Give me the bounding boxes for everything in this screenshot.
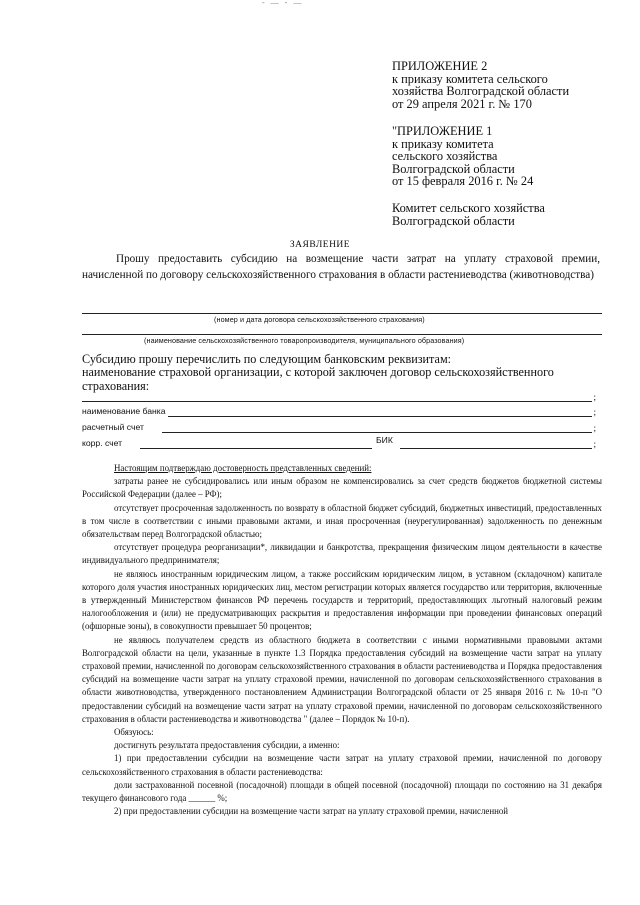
- body-paragraph: затраты ранее не субсидировались или иным образом не компенсировались за счет средств бюджетов бюджетной системы Российской Федерации (далее – РФ);: [82, 476, 602, 500]
- body-paragraph: достигнуть результата предоставления субсидии, а именно:: [114, 740, 340, 751]
- header-line: Волгоградской области: [392, 161, 515, 176]
- applicant-caption: (наименование сельскохозяйственного товаропроизводителя, муниципального образования): [144, 336, 465, 345]
- body-paragraph: доли застрахованной посевной (посадочной) площади в общей посевной (посадочной) площади по состоянию на 31 декабря текущего финансового года ______ %;: [82, 779, 602, 804]
- bank-name-line: [168, 416, 592, 417]
- semicolon: ;: [593, 392, 596, 402]
- insurer-line: [82, 401, 592, 402]
- bank-intro: Субсидию прошу перечислить по следующим банковским реквизитам:: [82, 352, 452, 366]
- semicolon: ;: [593, 423, 596, 433]
- body-paragraph: 2) при предоставлении субсидии на возмещение части затрат на уплату страховой премии, начисленной: [114, 806, 509, 817]
- header-line: от 29 апреля 2021 г. № 170: [392, 96, 532, 111]
- header-line: хозяйства Волгоградской области: [392, 84, 570, 99]
- bank-name-label: наименование банка: [82, 406, 166, 416]
- body-paragraph: отсутствует процедура реорганизации*, ликвидации и банкротства, прекращения физическим лицом деятельности в качестве индивидуального предпринимателя;: [82, 542, 602, 566]
- bik-line: [400, 448, 592, 449]
- bik-label: БИК: [376, 435, 393, 445]
- header-line: сельского хозяйства: [392, 149, 498, 164]
- account-label: расчетный счет: [82, 422, 144, 432]
- body-paragraph: не являюсь иностранным юридическим лицом, а также российским юридическим лицом, в уставном (складочном) капитале которого доля участия иностранных юридических лиц, местом регистрации которых является государство или территория, включенные в утвержденный Министерством финансов РФ перечень государств и территорий, предоставляющих льготный налоговый режим налогообложения и (или) не предусматривающих раскрытия и предоставления информации при проведении финансовых операций (офшорные зоны), в совокупности превышает 50 процентов;: [82, 568, 602, 632]
- header-line: от 15 февраля 2016 г. № 24: [392, 174, 534, 189]
- insurer-label: наименование страховой организации, с которой заключен договор сельскохозяйственного страхования:: [82, 365, 554, 393]
- scan-mark: - — - —: [262, 0, 304, 7]
- semicolon: ;: [593, 439, 596, 449]
- body-paragraph: отсутствует просроченная задолженность по возврату в областной бюджет субсидий, бюджетных инвестиций, предоставленных в том числе в соответствии с иными правовыми актами, и иная просроченная (неурегулированная) задолженность по денежным обязательствам перед Волгоградской областью;: [82, 502, 602, 540]
- header-line: ПРИЛОЖЕНИЕ 2: [392, 59, 488, 73]
- account-line: [162, 432, 592, 433]
- corr-account-label: корр. счет: [82, 438, 123, 448]
- declaration-body: [82, 462, 602, 818]
- addressee-line: Комитет сельского хозяйства: [392, 201, 545, 215]
- applicant-line: [82, 334, 602, 335]
- contract-caption: (номер и дата договора сельскохозяйственного страхования): [214, 315, 425, 324]
- addressee: [392, 202, 545, 227]
- semicolon: ;: [593, 407, 596, 417]
- confirmation-heading: Настоящим подтверждаю достоверность представленных сведений:: [114, 463, 372, 473]
- header-line: к приказу комитета сельского: [392, 71, 548, 86]
- addressee-line: Волгоградской области: [392, 213, 515, 228]
- body-paragraph: не являюсь получателем средств из областного бюджета в соответствии с иными нормативными правовыми актами Волгоградской области на цели, указанные в пункте 1.3 Порядка предоставления субсидий на возмещение части затрат на уплату страховой премии, начисленной по договорам сельскохозяйственного страхования в области растениеводства и Порядка предоставления субсидий на возмещение части затрат на уплату страховой премии, начисленной по договорам сельскохозяйственного страхования в области животноводства, утвержденного постановлением Администрации Волгоградской области от 25 января 2016 г. № 10-п "О предоставлении субсидий на возмещение части затрат на уплату страховой премии, начисленной по договорам сельскохозяйственного страхования в области растениеводства и животноводства " (далее – Порядок № 10-п).: [82, 634, 602, 724]
- body-paragraph: 1) при предоставлении субсидии на возмещение части затрат на уплату страховой премии, начисленной по договору сельскохозяйственного страхования в области растениеводства:: [82, 753, 602, 777]
- corr-account-line: [140, 448, 372, 449]
- intro-paragraph: Прошу предоставить субсидию на возмещение части затрат на уплату страховой премии, начисленной по договору сельскохозяйственного страхования в области растениеводства (животноводства): [82, 253, 600, 281]
- document-title: ЗАЯВЛЕНИЕ: [289, 240, 351, 250]
- header-line: "ПРИЛОЖЕНИЕ 1: [392, 124, 493, 138]
- header-line: к приказу комитета: [392, 136, 494, 151]
- appendix-1-header: [392, 125, 533, 188]
- contract-line: [82, 313, 602, 314]
- body-paragraph: Обязуюсь:: [114, 727, 154, 738]
- appendix-2-header: [392, 60, 569, 110]
